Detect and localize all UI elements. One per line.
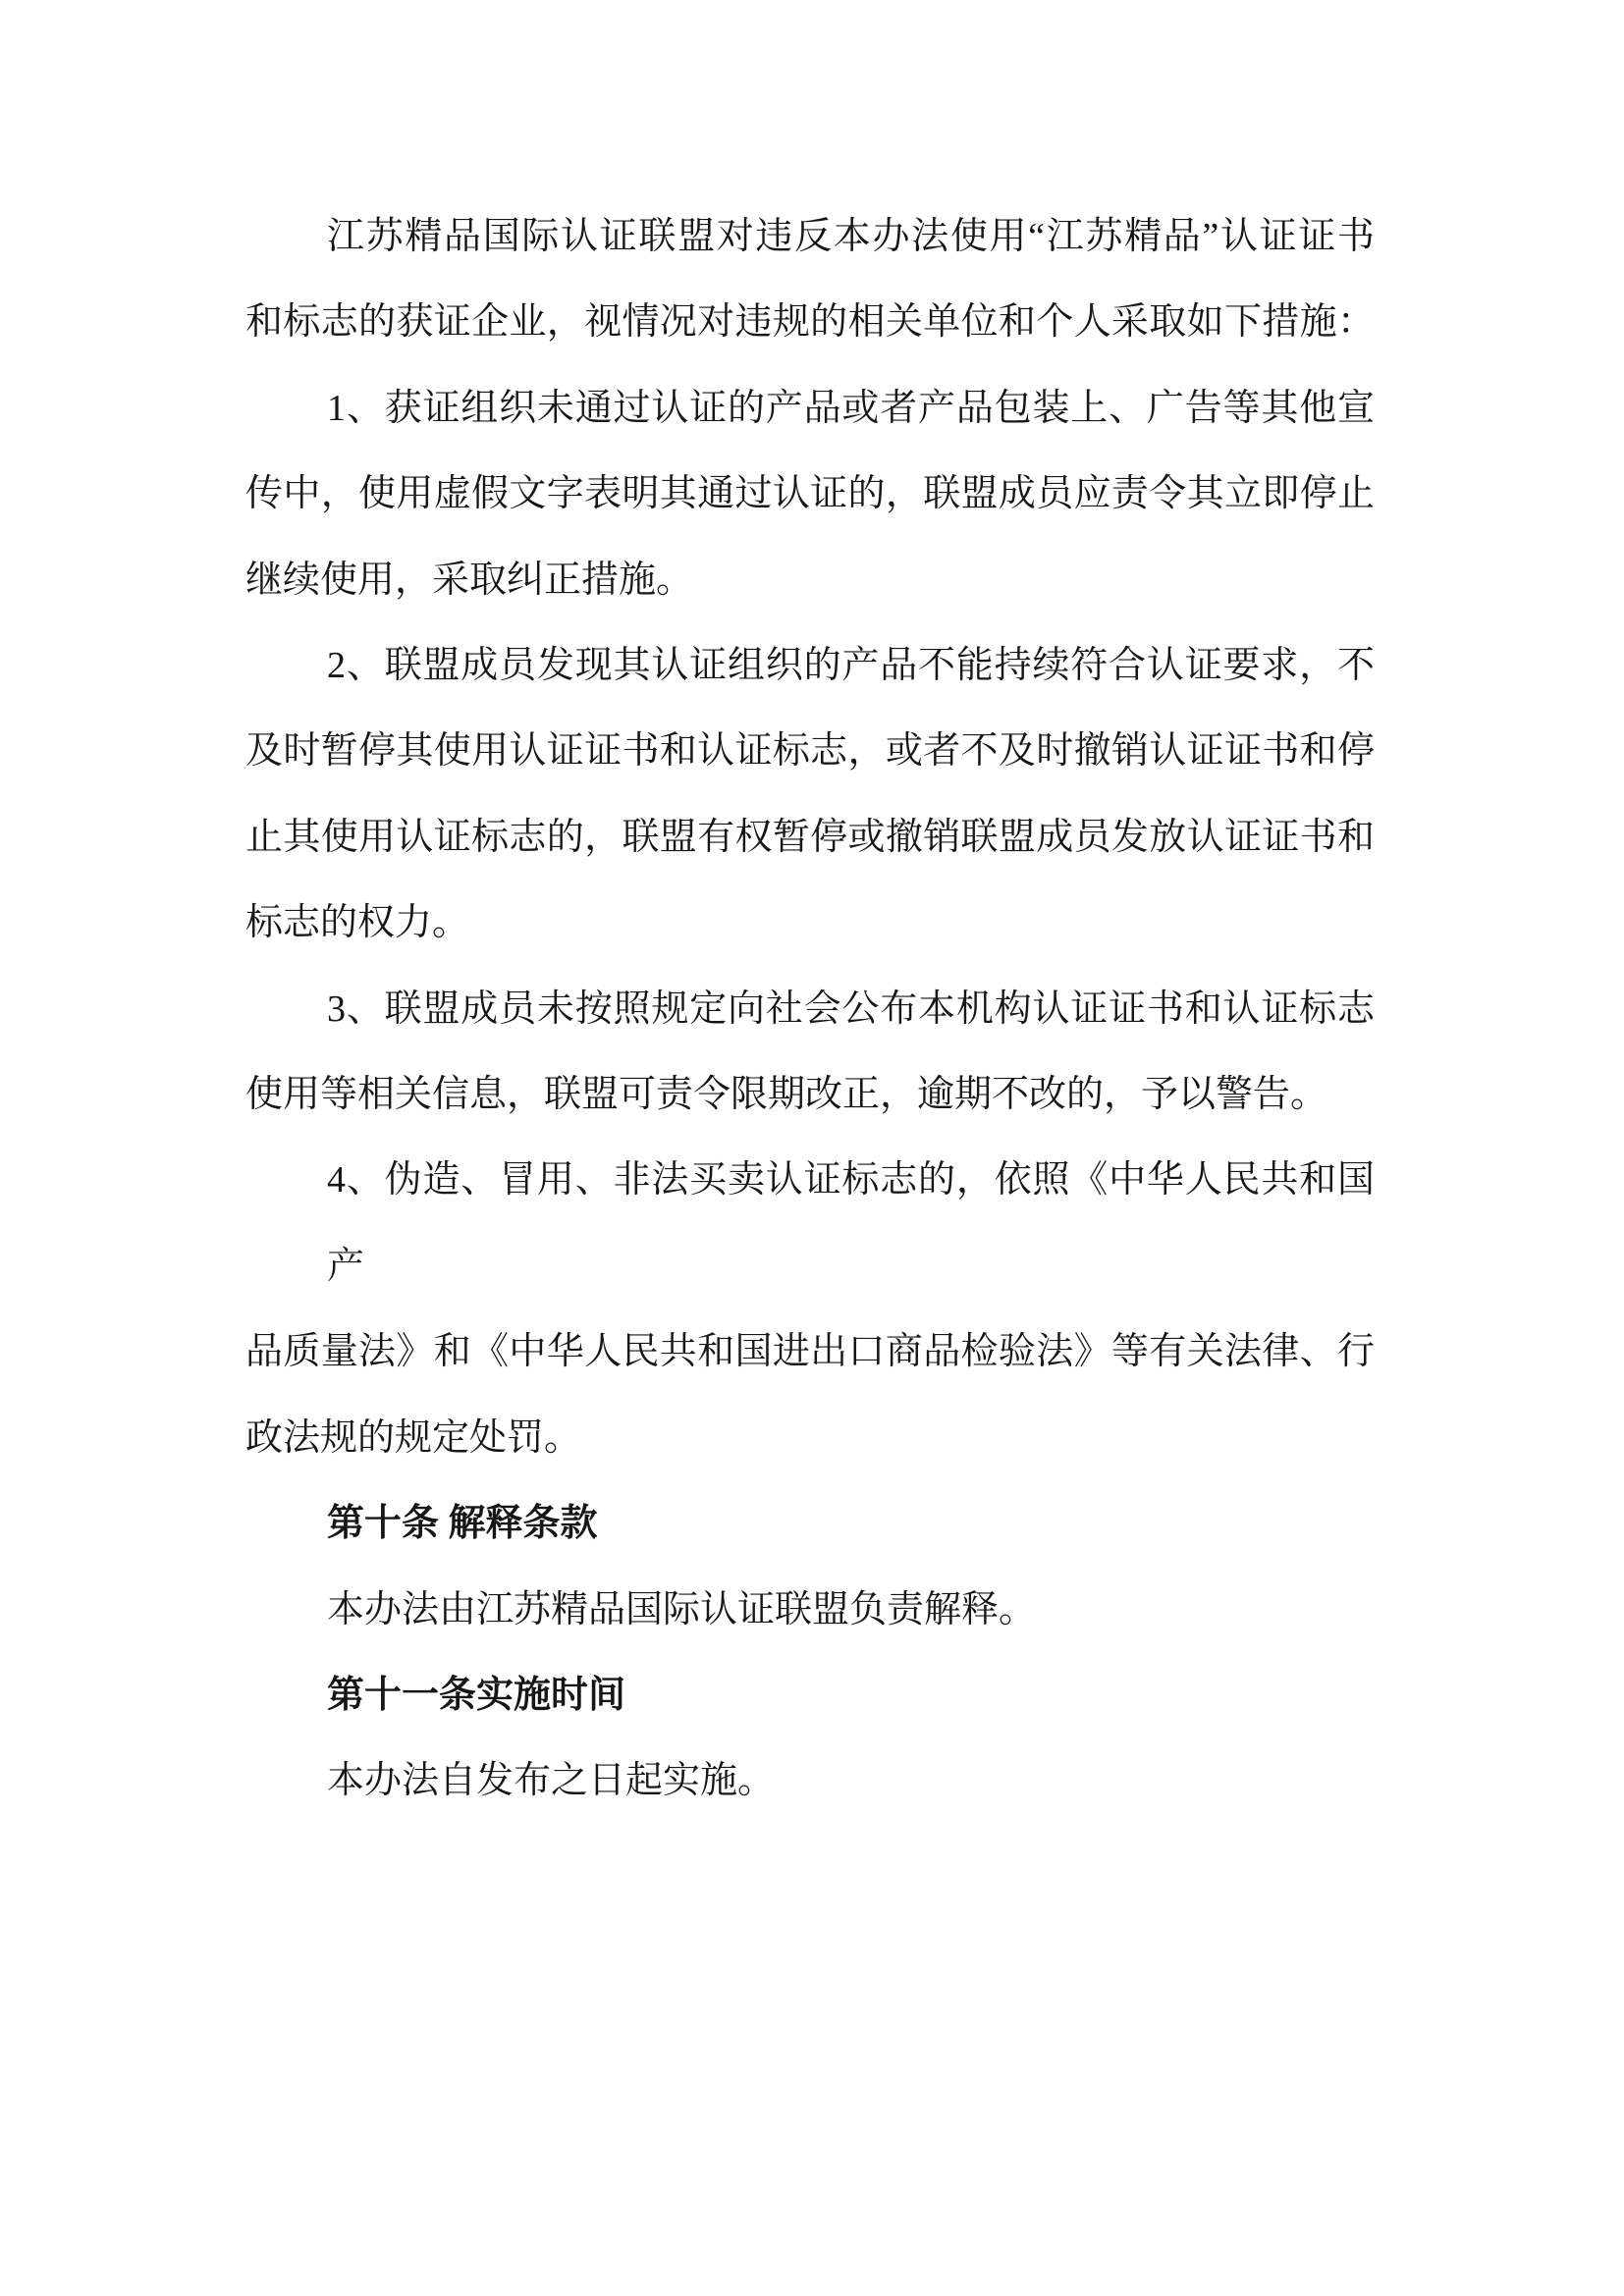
section-heading: 第十条 解释条款 — [327, 1503, 598, 1545]
text-line: 本办法由江苏精品国际认证联盟负责解释。 — [327, 1588, 1037, 1630]
text-line: 和标志的获证企业，视情况对违规的相关单位和个人采取如下措施： — [245, 301, 1375, 344]
text-line: 标志的权力。 — [245, 902, 470, 944]
text-line: 继续使用，采取纠正措施。 — [245, 559, 694, 601]
text-line: 政法规的规定处罚。 — [245, 1416, 582, 1459]
text-line: 3、联盟成员未按照规定向社会公布本机构认证证书和认证标志 — [327, 988, 1375, 1030]
text-line: 1、获证组织未通过认证的产品或者产品包装上、广告等其他宣 — [327, 387, 1375, 429]
text-line: 及时暂停其使用认证证书和认证标志，或者不及时撤销认证证书和停 — [245, 730, 1375, 773]
section-heading: 第十一条实施时间 — [327, 1674, 626, 1716]
text-line: 使用等相关信息，联盟可责令限期改正，逾期不改的，予以警告。 — [245, 1074, 1328, 1116]
text-line: 品质量法》和《中华人民共和国进出口商品检验法》等有关法律、行 — [245, 1331, 1375, 1373]
document-body — [245, 194, 1375, 1825]
text-line: 本办法自发布之日起实施。 — [327, 1760, 776, 1802]
text-line: 4、伪造、冒用、非法买卖认证标志的，依照《中华人民共和国产 — [327, 1159, 1375, 1287]
text-line: 止其使用认证标志的，联盟有权暂停或撤销联盟成员发放认证证书和 — [245, 816, 1375, 858]
text-line: 江苏精品国际认证联盟对违反本办法使用“江苏精品”认证证书 — [327, 216, 1375, 257]
text-line: 2、联盟成员发现其认证组织的产品不能持续符合认证要求，不 — [327, 645, 1375, 687]
text-line: 传中，使用虚假文字表明其通过认证的，联盟成员应责令其立即停止 — [245, 473, 1375, 515]
